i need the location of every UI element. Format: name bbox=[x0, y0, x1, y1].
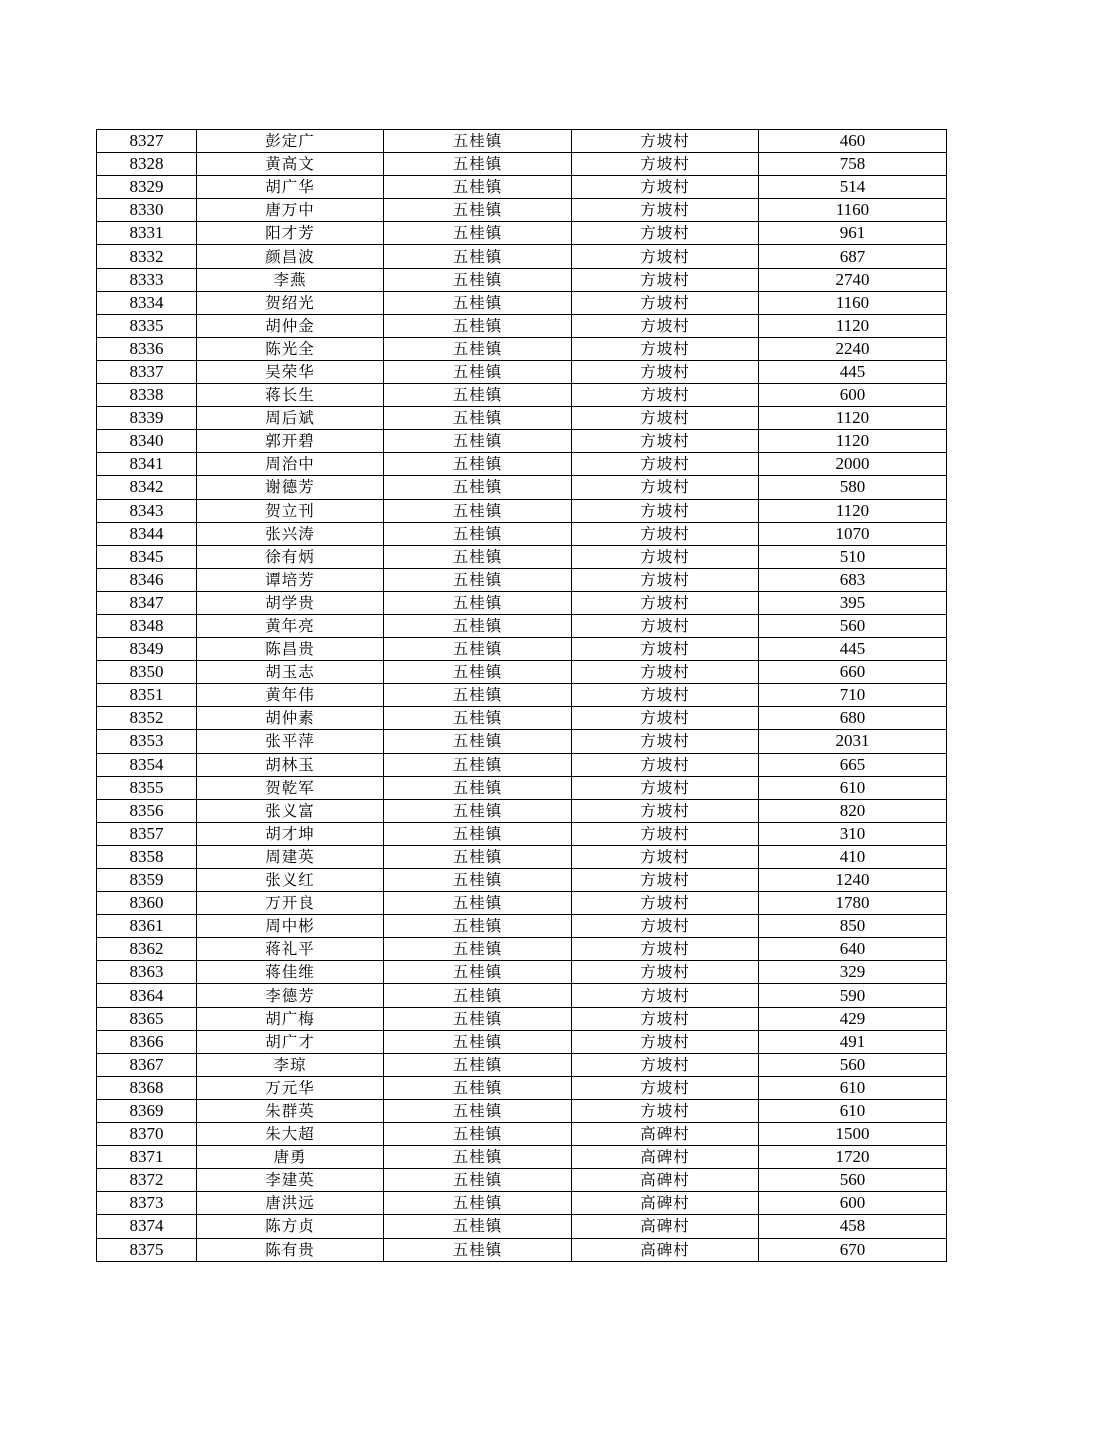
cell-town: 五桂镇 bbox=[384, 661, 572, 684]
cell-amount: 640 bbox=[759, 938, 947, 961]
table-row bbox=[97, 1030, 947, 1053]
cell-village: 方坡村 bbox=[572, 822, 759, 845]
cell-id: 8327 bbox=[97, 130, 197, 153]
cell-id: 8341 bbox=[97, 453, 197, 476]
cell-village: 方坡村 bbox=[572, 130, 759, 153]
table-row bbox=[97, 153, 947, 176]
cell-amount: 600 bbox=[759, 384, 947, 407]
cell-amount: 670 bbox=[759, 1238, 947, 1261]
table-row bbox=[97, 614, 947, 637]
cell-amount: 2000 bbox=[759, 453, 947, 476]
cell-village: 方坡村 bbox=[572, 707, 759, 730]
cell-id: 8356 bbox=[97, 799, 197, 822]
cell-id: 8360 bbox=[97, 892, 197, 915]
cell-town: 五桂镇 bbox=[384, 892, 572, 915]
cell-name: 唐万中 bbox=[197, 199, 384, 222]
cell-amount: 1720 bbox=[759, 1146, 947, 1169]
cell-town: 五桂镇 bbox=[384, 614, 572, 637]
cell-village: 高碑村 bbox=[572, 1146, 759, 1169]
cell-amount: 683 bbox=[759, 568, 947, 591]
cell-name: 徐有炳 bbox=[197, 545, 384, 568]
cell-village: 高碑村 bbox=[572, 1169, 759, 1192]
cell-name: 张义富 bbox=[197, 799, 384, 822]
cell-village: 方坡村 bbox=[572, 430, 759, 453]
cell-amount: 458 bbox=[759, 1215, 947, 1238]
cell-name: 李琼 bbox=[197, 1053, 384, 1076]
cell-id: 8354 bbox=[97, 753, 197, 776]
table-row bbox=[97, 1146, 947, 1169]
cell-id: 8372 bbox=[97, 1169, 197, 1192]
cell-town: 五桂镇 bbox=[384, 499, 572, 522]
table-row bbox=[97, 892, 947, 915]
table-row bbox=[97, 1123, 947, 1146]
cell-name: 陈光全 bbox=[197, 337, 384, 360]
cell-amount: 1160 bbox=[759, 199, 947, 222]
cell-id: 8367 bbox=[97, 1053, 197, 1076]
cell-name: 吴荣华 bbox=[197, 360, 384, 383]
table-row bbox=[97, 961, 947, 984]
cell-village: 方坡村 bbox=[572, 753, 759, 776]
table-row bbox=[97, 1076, 947, 1099]
cell-id: 8365 bbox=[97, 1007, 197, 1030]
cell-village: 方坡村 bbox=[572, 314, 759, 337]
cell-town: 五桂镇 bbox=[384, 222, 572, 245]
cell-name: 万元华 bbox=[197, 1076, 384, 1099]
cell-village: 方坡村 bbox=[572, 153, 759, 176]
cell-id: 8346 bbox=[97, 568, 197, 591]
cell-id: 8352 bbox=[97, 707, 197, 730]
cell-id: 8349 bbox=[97, 638, 197, 661]
cell-village: 方坡村 bbox=[572, 799, 759, 822]
cell-name: 万开良 bbox=[197, 892, 384, 915]
cell-id: 8332 bbox=[97, 245, 197, 268]
cell-amount: 710 bbox=[759, 684, 947, 707]
cell-amount: 660 bbox=[759, 661, 947, 684]
cell-name: 周治中 bbox=[197, 453, 384, 476]
cell-town: 五桂镇 bbox=[384, 291, 572, 314]
cell-village: 高碑村 bbox=[572, 1238, 759, 1261]
cell-village: 方坡村 bbox=[572, 845, 759, 868]
table-row bbox=[97, 799, 947, 822]
cell-name: 周建英 bbox=[197, 845, 384, 868]
cell-village: 方坡村 bbox=[572, 661, 759, 684]
cell-town: 五桂镇 bbox=[384, 1053, 572, 1076]
cell-name: 李德芳 bbox=[197, 984, 384, 1007]
cell-village: 方坡村 bbox=[572, 869, 759, 892]
cell-village: 方坡村 bbox=[572, 684, 759, 707]
cell-name: 胡玉志 bbox=[197, 661, 384, 684]
table-row bbox=[97, 1238, 947, 1261]
cell-amount: 1240 bbox=[759, 869, 947, 892]
cell-town: 五桂镇 bbox=[384, 961, 572, 984]
cell-amount: 1120 bbox=[759, 430, 947, 453]
cell-amount: 510 bbox=[759, 545, 947, 568]
cell-town: 五桂镇 bbox=[384, 568, 572, 591]
cell-id: 8371 bbox=[97, 1146, 197, 1169]
cell-amount: 961 bbox=[759, 222, 947, 245]
table-row bbox=[97, 822, 947, 845]
cell-town: 五桂镇 bbox=[384, 360, 572, 383]
cell-name: 胡学贵 bbox=[197, 591, 384, 614]
cell-village: 高碑村 bbox=[572, 1215, 759, 1238]
table-row bbox=[97, 522, 947, 545]
cell-town: 五桂镇 bbox=[384, 268, 572, 291]
cell-town: 五桂镇 bbox=[384, 453, 572, 476]
cell-town: 五桂镇 bbox=[384, 1076, 572, 1099]
cell-id: 8361 bbox=[97, 915, 197, 938]
data-table bbox=[96, 129, 947, 1262]
cell-id: 8333 bbox=[97, 268, 197, 291]
cell-name: 贺绍光 bbox=[197, 291, 384, 314]
cell-id: 8335 bbox=[97, 314, 197, 337]
cell-amount: 560 bbox=[759, 614, 947, 637]
cell-town: 五桂镇 bbox=[384, 845, 572, 868]
cell-name: 胡林玉 bbox=[197, 753, 384, 776]
table-row bbox=[97, 245, 947, 268]
cell-amount: 610 bbox=[759, 1099, 947, 1122]
cell-amount: 410 bbox=[759, 845, 947, 868]
cell-village: 方坡村 bbox=[572, 499, 759, 522]
table-row bbox=[97, 684, 947, 707]
cell-id: 8368 bbox=[97, 1076, 197, 1099]
cell-town: 五桂镇 bbox=[384, 915, 572, 938]
table-row bbox=[97, 430, 947, 453]
cell-village: 高碑村 bbox=[572, 1123, 759, 1146]
cell-id: 8353 bbox=[97, 730, 197, 753]
cell-amount: 1120 bbox=[759, 314, 947, 337]
cell-id: 8364 bbox=[97, 984, 197, 1007]
cell-town: 五桂镇 bbox=[384, 245, 572, 268]
cell-village: 方坡村 bbox=[572, 961, 759, 984]
cell-town: 五桂镇 bbox=[384, 591, 572, 614]
cell-name: 李建英 bbox=[197, 1169, 384, 1192]
cell-amount: 460 bbox=[759, 130, 947, 153]
cell-id: 8343 bbox=[97, 499, 197, 522]
cell-town: 五桂镇 bbox=[384, 176, 572, 199]
cell-name: 胡仲金 bbox=[197, 314, 384, 337]
cell-amount: 2240 bbox=[759, 337, 947, 360]
cell-amount: 850 bbox=[759, 915, 947, 938]
cell-amount: 1120 bbox=[759, 407, 947, 430]
table-row bbox=[97, 753, 947, 776]
cell-name: 彭定广 bbox=[197, 130, 384, 153]
cell-amount: 758 bbox=[759, 153, 947, 176]
cell-id: 8344 bbox=[97, 522, 197, 545]
cell-village: 方坡村 bbox=[572, 1076, 759, 1099]
cell-village: 方坡村 bbox=[572, 522, 759, 545]
cell-village: 方坡村 bbox=[572, 176, 759, 199]
cell-amount: 580 bbox=[759, 476, 947, 499]
cell-id: 8338 bbox=[97, 384, 197, 407]
cell-name: 谭培芳 bbox=[197, 568, 384, 591]
cell-id: 8357 bbox=[97, 822, 197, 845]
cell-town: 五桂镇 bbox=[384, 476, 572, 499]
table-row bbox=[97, 845, 947, 868]
cell-town: 五桂镇 bbox=[384, 545, 572, 568]
cell-name: 胡广才 bbox=[197, 1030, 384, 1053]
cell-village: 方坡村 bbox=[572, 892, 759, 915]
cell-town: 五桂镇 bbox=[384, 430, 572, 453]
cell-village: 方坡村 bbox=[572, 384, 759, 407]
cell-town: 五桂镇 bbox=[384, 984, 572, 1007]
cell-town: 五桂镇 bbox=[384, 407, 572, 430]
cell-village: 方坡村 bbox=[572, 545, 759, 568]
table-row bbox=[97, 291, 947, 314]
cell-id: 8363 bbox=[97, 961, 197, 984]
cell-amount: 600 bbox=[759, 1192, 947, 1215]
cell-village: 方坡村 bbox=[572, 291, 759, 314]
cell-town: 五桂镇 bbox=[384, 869, 572, 892]
cell-village: 方坡村 bbox=[572, 730, 759, 753]
cell-name: 胡才坤 bbox=[197, 822, 384, 845]
cell-town: 五桂镇 bbox=[384, 1099, 572, 1122]
table-row bbox=[97, 130, 947, 153]
cell-amount: 820 bbox=[759, 799, 947, 822]
cell-name: 唐洪远 bbox=[197, 1192, 384, 1215]
cell-id: 8339 bbox=[97, 407, 197, 430]
cell-town: 五桂镇 bbox=[384, 730, 572, 753]
cell-village: 方坡村 bbox=[572, 360, 759, 383]
cell-id: 8358 bbox=[97, 845, 197, 868]
cell-village: 方坡村 bbox=[572, 1007, 759, 1030]
table-row bbox=[97, 984, 947, 1007]
cell-name: 周中彬 bbox=[197, 915, 384, 938]
cell-amount: 590 bbox=[759, 984, 947, 1007]
cell-name: 阳才芳 bbox=[197, 222, 384, 245]
cell-id: 8366 bbox=[97, 1030, 197, 1053]
cell-village: 方坡村 bbox=[572, 1099, 759, 1122]
cell-town: 五桂镇 bbox=[384, 799, 572, 822]
cell-id: 8374 bbox=[97, 1215, 197, 1238]
cell-name: 陈有贵 bbox=[197, 1238, 384, 1261]
cell-id: 8373 bbox=[97, 1192, 197, 1215]
cell-name: 郭开碧 bbox=[197, 430, 384, 453]
cell-id: 8345 bbox=[97, 545, 197, 568]
cell-id: 8337 bbox=[97, 360, 197, 383]
table-row bbox=[97, 476, 947, 499]
cell-id: 8351 bbox=[97, 684, 197, 707]
table-row bbox=[97, 268, 947, 291]
cell-town: 五桂镇 bbox=[384, 1238, 572, 1261]
table-row bbox=[97, 1192, 947, 1215]
cell-name: 唐勇 bbox=[197, 1146, 384, 1169]
table-row bbox=[97, 1099, 947, 1122]
cell-id: 8328 bbox=[97, 153, 197, 176]
cell-amount: 1500 bbox=[759, 1123, 947, 1146]
cell-amount: 1070 bbox=[759, 522, 947, 545]
cell-town: 五桂镇 bbox=[384, 1146, 572, 1169]
table-row bbox=[97, 314, 947, 337]
cell-name: 陈昌贵 bbox=[197, 638, 384, 661]
cell-village: 方坡村 bbox=[572, 591, 759, 614]
cell-town: 五桂镇 bbox=[384, 776, 572, 799]
cell-village: 方坡村 bbox=[572, 638, 759, 661]
cell-amount: 665 bbox=[759, 753, 947, 776]
cell-village: 方坡村 bbox=[572, 245, 759, 268]
cell-village: 方坡村 bbox=[572, 915, 759, 938]
cell-id: 8330 bbox=[97, 199, 197, 222]
cell-amount: 687 bbox=[759, 245, 947, 268]
table-row bbox=[97, 1053, 947, 1076]
cell-name: 张平萍 bbox=[197, 730, 384, 753]
cell-village: 方坡村 bbox=[572, 984, 759, 1007]
cell-village: 方坡村 bbox=[572, 938, 759, 961]
cell-town: 五桂镇 bbox=[384, 1123, 572, 1146]
cell-village: 方坡村 bbox=[572, 407, 759, 430]
cell-id: 8355 bbox=[97, 776, 197, 799]
cell-town: 五桂镇 bbox=[384, 384, 572, 407]
cell-name: 朱群英 bbox=[197, 1099, 384, 1122]
cell-town: 五桂镇 bbox=[384, 638, 572, 661]
cell-village: 方坡村 bbox=[572, 268, 759, 291]
table-row bbox=[97, 1169, 947, 1192]
cell-town: 五桂镇 bbox=[384, 199, 572, 222]
cell-name: 李燕 bbox=[197, 268, 384, 291]
cell-name: 蒋礼平 bbox=[197, 938, 384, 961]
table-row bbox=[97, 499, 947, 522]
cell-id: 8331 bbox=[97, 222, 197, 245]
cell-amount: 445 bbox=[759, 360, 947, 383]
cell-amount: 610 bbox=[759, 776, 947, 799]
cell-name: 张兴涛 bbox=[197, 522, 384, 545]
cell-town: 五桂镇 bbox=[384, 1215, 572, 1238]
cell-amount: 395 bbox=[759, 591, 947, 614]
table-row bbox=[97, 938, 947, 961]
cell-name: 周后斌 bbox=[197, 407, 384, 430]
cell-village: 方坡村 bbox=[572, 476, 759, 499]
table-row bbox=[97, 1215, 947, 1238]
table-row bbox=[97, 360, 947, 383]
cell-town: 五桂镇 bbox=[384, 1192, 572, 1215]
cell-name: 黄年亮 bbox=[197, 614, 384, 637]
cell-name: 朱大超 bbox=[197, 1123, 384, 1146]
cell-town: 五桂镇 bbox=[384, 1169, 572, 1192]
cell-name: 胡仲素 bbox=[197, 707, 384, 730]
cell-name: 张义红 bbox=[197, 869, 384, 892]
table-row bbox=[97, 591, 947, 614]
cell-name: 贺乾军 bbox=[197, 776, 384, 799]
table-row bbox=[97, 199, 947, 222]
cell-id: 8350 bbox=[97, 661, 197, 684]
cell-amount: 560 bbox=[759, 1169, 947, 1192]
table-row bbox=[97, 776, 947, 799]
table-row bbox=[97, 222, 947, 245]
cell-town: 五桂镇 bbox=[384, 130, 572, 153]
table-row bbox=[97, 915, 947, 938]
cell-name: 贺立刊 bbox=[197, 499, 384, 522]
cell-id: 8375 bbox=[97, 1238, 197, 1261]
table-row bbox=[97, 545, 947, 568]
table-row bbox=[97, 707, 947, 730]
cell-name: 谢德芳 bbox=[197, 476, 384, 499]
cell-amount: 514 bbox=[759, 176, 947, 199]
cell-id: 8340 bbox=[97, 430, 197, 453]
cell-town: 五桂镇 bbox=[384, 522, 572, 545]
cell-amount: 560 bbox=[759, 1053, 947, 1076]
table-row bbox=[97, 337, 947, 360]
cell-amount: 680 bbox=[759, 707, 947, 730]
cell-village: 方坡村 bbox=[572, 453, 759, 476]
cell-id: 8362 bbox=[97, 938, 197, 961]
cell-id: 8334 bbox=[97, 291, 197, 314]
cell-name: 陈方贞 bbox=[197, 1215, 384, 1238]
cell-village: 方坡村 bbox=[572, 199, 759, 222]
cell-town: 五桂镇 bbox=[384, 337, 572, 360]
cell-id: 8359 bbox=[97, 869, 197, 892]
cell-village: 方坡村 bbox=[572, 1030, 759, 1053]
cell-id: 8329 bbox=[97, 176, 197, 199]
cell-amount: 1120 bbox=[759, 499, 947, 522]
cell-town: 五桂镇 bbox=[384, 938, 572, 961]
cell-village: 方坡村 bbox=[572, 1053, 759, 1076]
cell-town: 五桂镇 bbox=[384, 753, 572, 776]
cell-town: 五桂镇 bbox=[384, 314, 572, 337]
cell-name: 蒋长生 bbox=[197, 384, 384, 407]
cell-town: 五桂镇 bbox=[384, 822, 572, 845]
cell-village: 高碑村 bbox=[572, 1192, 759, 1215]
cell-name: 颜昌波 bbox=[197, 245, 384, 268]
table-row bbox=[97, 176, 947, 199]
table-row bbox=[97, 1007, 947, 1030]
cell-town: 五桂镇 bbox=[384, 1007, 572, 1030]
cell-name: 黄高文 bbox=[197, 153, 384, 176]
cell-town: 五桂镇 bbox=[384, 1030, 572, 1053]
cell-amount: 1160 bbox=[759, 291, 947, 314]
cell-village: 方坡村 bbox=[572, 568, 759, 591]
cell-id: 8336 bbox=[97, 337, 197, 360]
table-row bbox=[97, 869, 947, 892]
cell-id: 8348 bbox=[97, 614, 197, 637]
table-row bbox=[97, 661, 947, 684]
cell-amount: 2031 bbox=[759, 730, 947, 753]
table-row bbox=[97, 638, 947, 661]
cell-amount: 445 bbox=[759, 638, 947, 661]
cell-town: 五桂镇 bbox=[384, 684, 572, 707]
cell-name: 胡广华 bbox=[197, 176, 384, 199]
cell-id: 8370 bbox=[97, 1123, 197, 1146]
cell-amount: 2740 bbox=[759, 268, 947, 291]
table-row bbox=[97, 730, 947, 753]
cell-id: 8342 bbox=[97, 476, 197, 499]
cell-name: 黄年伟 bbox=[197, 684, 384, 707]
cell-amount: 329 bbox=[759, 961, 947, 984]
cell-name: 胡广梅 bbox=[197, 1007, 384, 1030]
table-row bbox=[97, 407, 947, 430]
cell-town: 五桂镇 bbox=[384, 153, 572, 176]
cell-village: 方坡村 bbox=[572, 222, 759, 245]
cell-village: 方坡村 bbox=[572, 614, 759, 637]
cell-amount: 310 bbox=[759, 822, 947, 845]
cell-amount: 1780 bbox=[759, 892, 947, 915]
cell-id: 8347 bbox=[97, 591, 197, 614]
table-body bbox=[97, 130, 947, 1262]
table-row bbox=[97, 453, 947, 476]
cell-id: 8369 bbox=[97, 1099, 197, 1122]
cell-amount: 429 bbox=[759, 1007, 947, 1030]
table-row bbox=[97, 384, 947, 407]
cell-village: 方坡村 bbox=[572, 776, 759, 799]
cell-village: 方坡村 bbox=[572, 337, 759, 360]
cell-name: 蒋佳维 bbox=[197, 961, 384, 984]
cell-amount: 491 bbox=[759, 1030, 947, 1053]
cell-town: 五桂镇 bbox=[384, 707, 572, 730]
cell-amount: 610 bbox=[759, 1076, 947, 1099]
table-row bbox=[97, 568, 947, 591]
